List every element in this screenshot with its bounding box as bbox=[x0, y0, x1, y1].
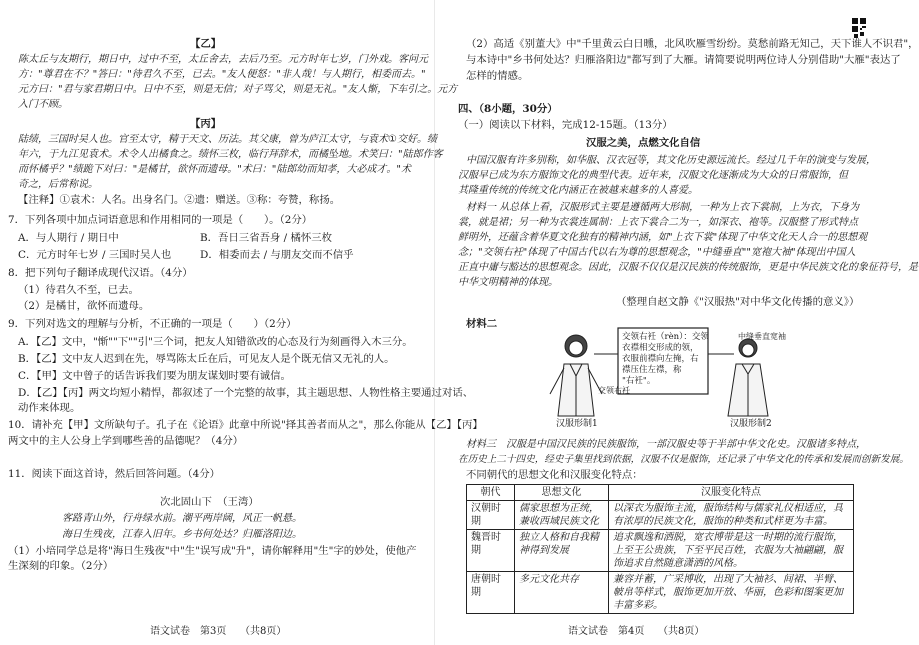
question-11-2-cont: 怎样的情感。 bbox=[466, 70, 529, 82]
hanfu-figure-left-icon bbox=[550, 335, 602, 416]
qr-code-icon bbox=[852, 18, 866, 38]
table-caption: 不同朝代的思想文化和汉服变化特点： bbox=[466, 469, 643, 481]
material-1-line: 材料一 从总体上看，汉服形式主要是遵循两大形制，一种为上衣下裳制，上为衣，下身为 bbox=[466, 202, 860, 213]
table-cell-thought: 多元文化共存 bbox=[515, 572, 609, 614]
figure-tag-left: 交领右衽 bbox=[598, 386, 630, 395]
q8-item-1: （1）待君久不至，已去。 bbox=[18, 284, 139, 296]
q9-option-d: D．【乙】【丙】两文均短小精悍，都叙述了一个完整的故事，其主题思想、人物性格主要通过对话、 bbox=[18, 387, 474, 399]
table-header-cell: 朝代 bbox=[467, 485, 515, 501]
footer-page: 第3页 bbox=[200, 626, 227, 637]
bing-line: 而怀橘乎？"绩跪下对曰："是橘甘，欲怀而遗母。"术曰："陆郎幼而知孝，大必成才。"术 bbox=[18, 164, 411, 175]
bing-line: 陆绩，三国时吴人也。官至太守，精于天文、历法。其父康，曾为庐江太守，与袁术①交好。绩 bbox=[18, 134, 437, 145]
question-11-1-cont: 生深刻的印象。（2分） bbox=[8, 560, 114, 572]
footer-subject: 语文试卷 bbox=[150, 626, 190, 637]
figure-text-line: 襟压住左襟，称 bbox=[622, 365, 682, 375]
annotation-note: 【注释】①袁术：人名。出身名门。②遗：赠送。③称：夸赞，称扬。 bbox=[18, 194, 341, 206]
figure-label-right: 汉服形制2 bbox=[730, 419, 772, 429]
table-header-cell: 思想文化 bbox=[515, 485, 609, 501]
q7-option-b: B．吾日三省吾身 / 橘怀三枚 bbox=[200, 232, 333, 244]
paragraph-line: 中国汉服有许多别称，如华服、汉衣冠等，其文化历史源远流长。经过几千年的演变与发展， bbox=[466, 155, 876, 166]
q9-option-b: B．【乙】文中友人迟到在先，辱骂陈太丘在后，可见友人是个既无信又无礼的人。 bbox=[18, 353, 395, 365]
page-divider bbox=[434, 0, 435, 645]
source-citation: （整理自赵文静《"汉服热"对中华文化传播的意义》） bbox=[616, 296, 860, 308]
table-cell-change: 兼容并蓄，广采博收，出现了大袖衫、间裙、半臂、帔帛等样式，服饰更加开放、华丽，色彩和图案更加丰富多彩。 bbox=[609, 572, 854, 614]
table-cell-dynasty: 汉朝时期 bbox=[467, 501, 515, 530]
question-7: 7．下列各项中加点词语意思和作用相同的一项是（ ）。（2分） bbox=[8, 214, 313, 226]
poem-title: 次北固山下 （王湾） bbox=[160, 496, 259, 508]
material-2-label: 材料二 bbox=[466, 318, 498, 330]
footer-subject: 语文试卷 bbox=[568, 626, 608, 637]
question-8: 8．把下列句子翻译成现代汉语。（4分） bbox=[8, 267, 193, 279]
paragraph-line: 汉服早已成为东方服饰文化的典型代表。近年来，汉服文化逐渐成为大众的日常服饰，但 bbox=[458, 170, 848, 181]
table-cell-change: 追求飘逸和洒脱，宽衣博带是这一时期的流行服饰，上至王公贵族，下至平民百姓，衣服为大袖翩翩，服饰追求自然随意潇洒的风格。 bbox=[609, 530, 854, 572]
table-row bbox=[467, 530, 854, 572]
material-1-line: 中华文明精神的体现。 bbox=[458, 277, 558, 288]
q8-item-2: （2）是橘甘，欲怀而遗母。 bbox=[18, 300, 150, 312]
footer-page: 第4页 bbox=[618, 626, 645, 637]
material-1-line: 念；"交领右衽"体现了中国古代以右为尊的思想观念，"中缝垂直""宽袍大袖"体现出中国人 bbox=[458, 247, 856, 258]
section-bing-title: 【丙】 bbox=[190, 118, 222, 130]
question-11-1: （1）小培同学总是将"海日生残夜"中"生"误写成"升"，请你解释用"生"字的妙处，使他产 bbox=[8, 545, 417, 557]
q7-option-c: C．元方时年七岁 / 三国时吴人也 bbox=[18, 249, 172, 261]
q9-option-a: A．【乙】文中，"惭""下""引"三个词，把友人知错欲改的心态及行为刻画得入木三分。 bbox=[18, 336, 413, 348]
dynasty-table bbox=[466, 484, 854, 614]
figure-text-line: 衣服前襟向左掩，右 bbox=[622, 354, 699, 364]
figure-text-line: "右衽"。 bbox=[622, 376, 656, 386]
table-header-cell: 汉服变化特点 bbox=[609, 485, 854, 501]
material-3-line: 材料三 汉服是中国汉民族的民族服饰，一部汉服史等于半部中华文化史。汉服诸多特点， bbox=[466, 439, 866, 450]
bing-line: 奇之，后常称说。 bbox=[18, 179, 98, 190]
page-right bbox=[438, 0, 919, 645]
table-cell-dynasty: 唐朝时期 bbox=[467, 572, 515, 614]
question-10-cont: 两文中的主人公身上学到哪些善的品德呢？（4分） bbox=[8, 435, 244, 447]
table-cell-thought: 独立人格和自我精神得到发展 bbox=[515, 530, 609, 572]
figure-text-line: 衣襟相交形成的领， bbox=[622, 343, 699, 353]
table-row bbox=[467, 501, 854, 530]
material-1-line: 鲜明外，还蕴含着华夏文化独有的精神内涵，如"上衣下裳"体现了中华文化天人合一的思想观 bbox=[458, 232, 868, 243]
q7-option-d: D．相委而去 / 与朋友交而不信乎 bbox=[200, 249, 354, 261]
figure-text-line: 交领右衽（rèn）：交领 bbox=[622, 332, 709, 342]
table-cell-thought: 儒家思想为正统，兼收西域民族文化 bbox=[515, 501, 609, 530]
yi-line: 元方曰："君与家君期日中。日中不至，则是无信；对子骂父，则是无礼。"友人惭，下车引之。元方 bbox=[18, 84, 458, 95]
table-cell-change: 以深衣为服饰主流，服饰结构与儒家礼仪相适应，具有浓厚的民族文化，服饰的种类和式样更为丰富。 bbox=[609, 501, 854, 530]
question-11-2: （2）高适《别董大》中"千里黄云白日曛，北风吹雁雪纷纷。莫愁前路无知己，天下谁人不识君"， bbox=[466, 38, 919, 50]
question-9: 9．下列对选文的理解与分析，不正确的一项是（ ）（2分） bbox=[8, 318, 297, 330]
hanfu-figure-right-icon bbox=[728, 339, 768, 416]
question-11-2-cont: 与本诗中"乡书何处达？归雁洛阳边"都写到了大雁。请简要说明两位诗人分别借助"大雁"表达了 bbox=[466, 54, 901, 66]
article-title: 汉服之美，点燃文化自信 bbox=[586, 137, 701, 149]
section-four-sub: （一）阅读以下材料，完成12-15题。（13分） bbox=[458, 119, 673, 131]
yi-line: 入门不顾。 bbox=[18, 99, 68, 110]
poem-line: 客路青山外，行舟绿水前。潮平两岸阔，风正一帆悬。 bbox=[62, 513, 302, 524]
question-10: 10．请补充【甲】文所缺句子。孔子在《论语》此章中所说"择其善者而从之"，那么你能从【乙】【丙】 bbox=[8, 419, 483, 431]
material-1-line: 裳，就是裙；另一种为衣裳连属制：上衣下裳合二为一，如深衣、袍等。汉服整了形式特点 bbox=[458, 217, 858, 228]
footer-total: （共8页） bbox=[240, 626, 287, 637]
paragraph-line: 其隆重传统的传统文化内涵正在被越来越多的人喜爱。 bbox=[458, 185, 698, 196]
section-four-heading: 四、（8小题，30分） bbox=[458, 103, 558, 115]
yi-line: 陈太丘与友期行，期日中，过中不至，太丘舍去，去后乃至。元方时年七岁，门外戏。客问元 bbox=[18, 54, 428, 65]
q9-option-d-cont: 动作来体现。 bbox=[18, 402, 81, 414]
table-row bbox=[467, 572, 854, 614]
q7-option-a: A．与人期行 / 期日中 bbox=[18, 232, 119, 244]
figure-label-left: 汉服形制1 bbox=[556, 419, 598, 429]
q9-option-c: C．【甲】文中曾子的话告诉我们要为朋友谋划时要有诚信。 bbox=[18, 370, 291, 382]
bing-line: 年六，于九江见袁术。术令人出橘食之。绩怀三枚，临行拜辞术，而橘坠地。术笑曰："陆郎作客 bbox=[18, 149, 443, 160]
footer-total: （共8页） bbox=[658, 626, 705, 637]
question-11: 11．阅读下面这首诗，然后回答问题。（4分） bbox=[8, 468, 221, 480]
material-3-line: 在历史上二十四史，经史子集里找到依据，汉服不仅是服饰，还记录了中华文化的传承和发展而创新发展。 bbox=[458, 454, 909, 465]
table-cell-dynasty: 魏晋时期 bbox=[467, 530, 515, 572]
figure-tag-right: 中缝垂直宽袖 bbox=[738, 332, 786, 341]
poem-line: 海日生残夜，江春入旧年。乡书何处达？归雁洛阳边。 bbox=[62, 529, 302, 540]
material-1-line: 正直中庸与豁达的思想观念。因此，汉服不仅仅是汉民族的传统服饰，更是中华民族文化的象征符号，是 bbox=[458, 262, 918, 273]
yi-line: 方："尊君在不？"答曰："待君久不至，已去。"友人便怒："非人哉！与人期行，相委而去。" bbox=[18, 69, 426, 80]
table-header-row bbox=[467, 485, 854, 501]
section-yi-title: 【乙】 bbox=[190, 38, 222, 50]
